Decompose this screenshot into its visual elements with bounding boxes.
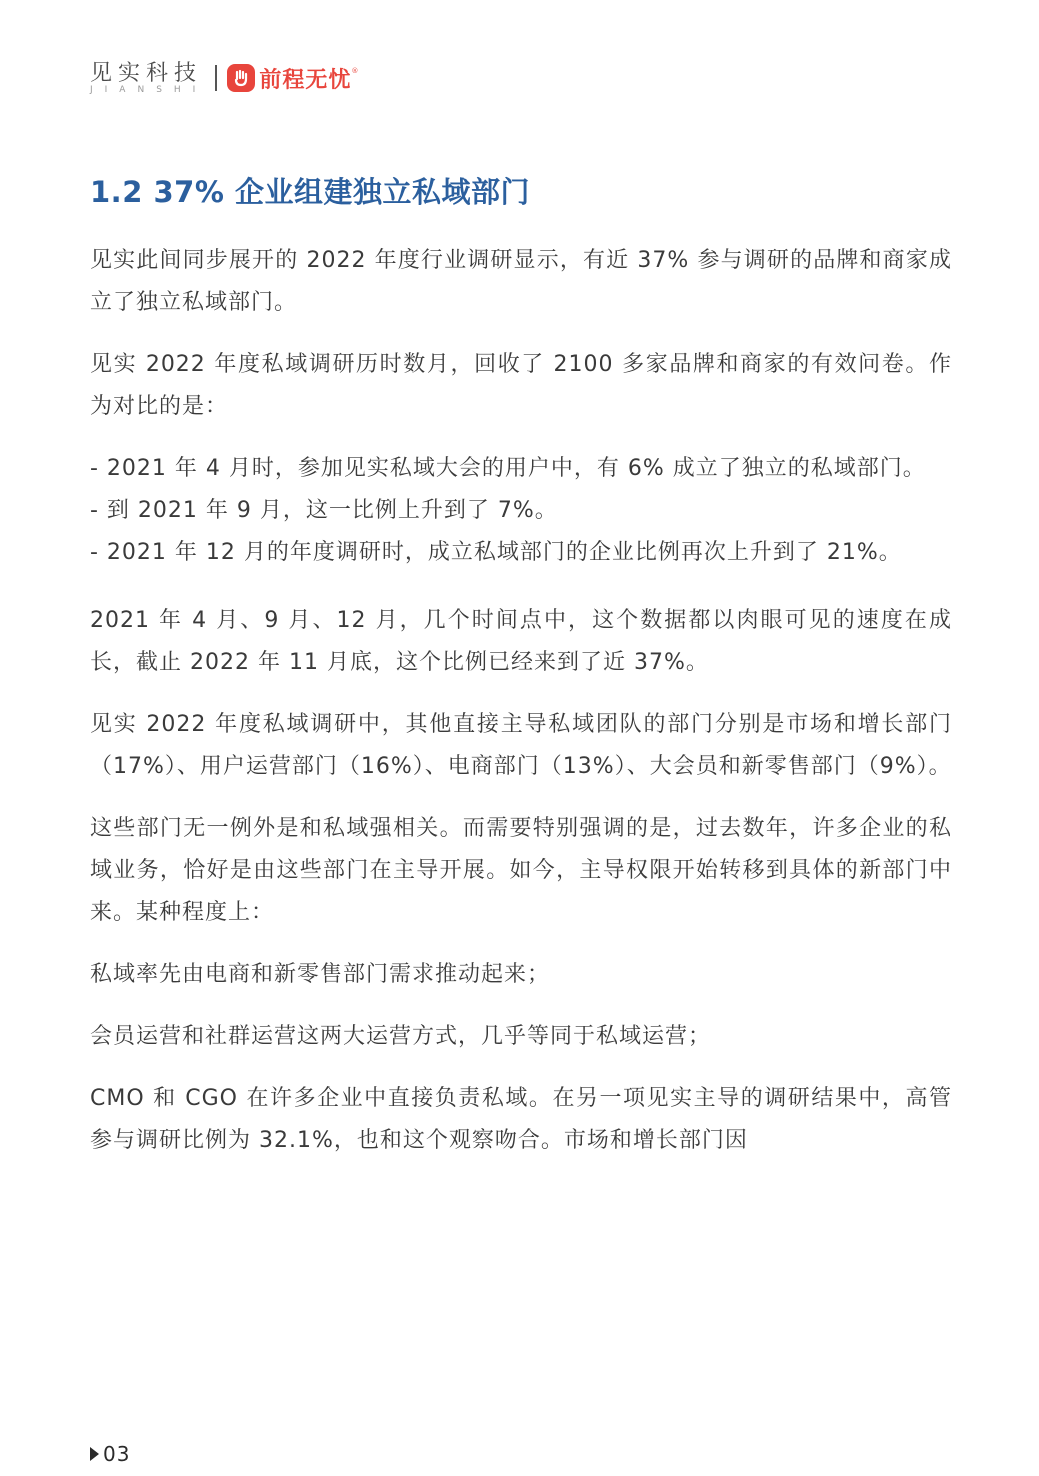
- paragraph-growth-trend: 2021 年 4 月、9 月、12 月，几个时间点中，这个数据都以肉眼可见的速度在成长，截止 2022 年 11 月底，这个比例已经来到了近 37%。: [90, 608, 952, 675]
- page-arrow-icon: [90, 1447, 99, 1461]
- paragraph-other-departments: 见实 2022 年度私域调研中，其他直接主导私域团队的部门分别是市场和增长部门（17%）、用户运营部门（16%）、电商部门（13%）、大会员和新零售部门（9%）。: [90, 712, 952, 779]
- page-footer: [90, 1442, 130, 1466]
- 51job-logo: [227, 63, 358, 94]
- article-body: [90, 240, 952, 1182]
- 51job-logo-name: 前程无忧: [259, 67, 352, 93]
- paragraph-department-shift: 这些部门无一例外是和私域强相关。而需要特别强调的是，过去数年，许多企业的私域业务，恰好是由这些部门在主导开展。如今，主导权限开始转移到具体的新部门中来。某种程度上：: [90, 816, 952, 925]
- header-divider: [215, 65, 217, 91]
- bullet-dec-2021: - 2021 年 12 月的年度调研时，成立私域部门的企业比例再次上升到了 21%。: [90, 540, 902, 565]
- section-heading: 1.2 37% 企业组建独立私域部门: [90, 175, 530, 209]
- bullet-sept-2021: - 到 2021 年 9 月，这一比例上升到了 7%。: [90, 498, 558, 523]
- page-header: [90, 58, 358, 98]
- page-number: 03: [103, 1442, 131, 1466]
- jianshi-logo-subtitle: JIANSHI: [90, 84, 208, 95]
- paragraph-cmo-cgo: CMO 和 CGO 在许多企业中直接负责私域。在另一项见实主导的调研结果中，高管参与调研比例为 32.1%，也和这个观察吻合。市场和增长部门因: [90, 1086, 952, 1153]
- hand-logo-icon: [227, 64, 255, 92]
- paragraph-ecommerce-driven: 私域率先由电商和新零售部门需求推动起来；: [90, 962, 551, 987]
- registered-mark: ®: [351, 66, 359, 75]
- bullet-april-2021: - 2021 年 4 月时，参加见实私域大会的用户中，有 6% 成立了独立的私域部门。: [90, 456, 926, 481]
- jianshi-logo: [90, 62, 207, 95]
- paragraph-survey-scope: 见实 2022 年度私域调研历时数月，回收了 2100 多家品牌和商家的有效问卷。作为对比的是：: [90, 352, 952, 419]
- paragraph-membership-ops: 会员运营和社群运营这两大运营方式，几乎等同于私域运营；: [90, 1024, 712, 1049]
- jianshi-logo-name: 见实科技: [90, 60, 203, 86]
- paragraph-survey-result: 见实此间同步展开的 2022 年度行业调研显示，有近 37% 参与调研的品牌和商家成立了独立私域部门。: [90, 248, 952, 315]
